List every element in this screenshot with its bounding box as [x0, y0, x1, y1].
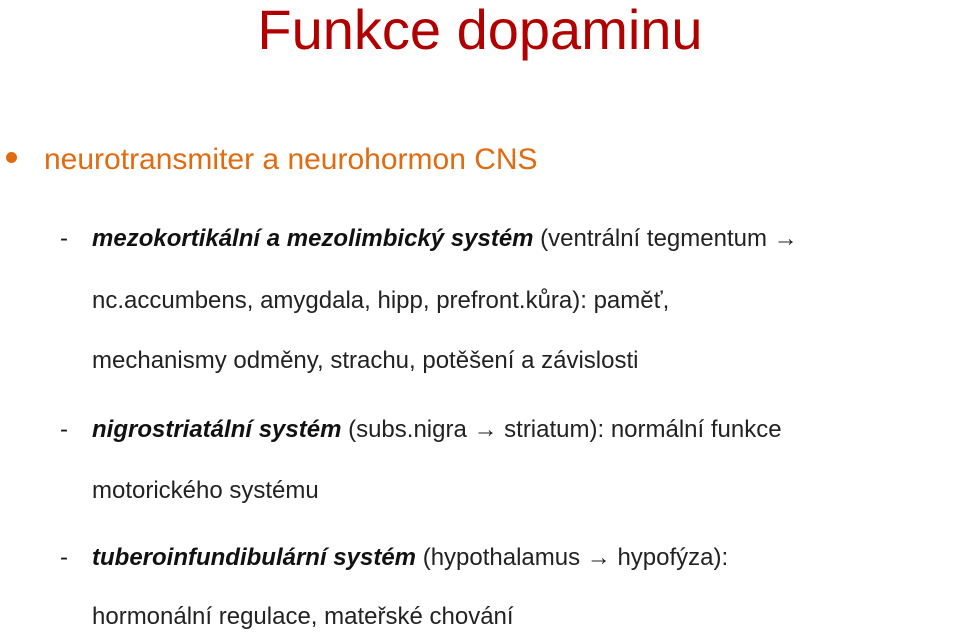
item-2-line-2: motorického systému [92, 477, 319, 504]
item-2-line-1-rest: (subs.nigra → striatum): normální funkce [341, 416, 782, 443]
item-1-term: mezokortikální a mezolimbický systém [92, 225, 534, 252]
item-3-dash: - [60, 544, 68, 571]
item-2-dash: - [60, 416, 68, 443]
item-1-line-1 [92, 222, 798, 256]
main-bullet [0, 138, 960, 186]
item-1-dash: - [60, 225, 68, 252]
item-3-line-1 [92, 541, 728, 575]
item-1-line-3: mechanismy odměny, strachu, potěšení a závislosti [92, 347, 639, 374]
item-2-line-1 [92, 413, 782, 447]
item-2-term: nigrostriatální systém [92, 416, 342, 443]
item-3-line-2: hormonální regulace, mateřské chování [92, 603, 514, 630]
item-1-line-2: nc.accumbens, amygdala, hipp, prefront.kůra): paměť, [92, 287, 670, 314]
item-3-term: tuberoinfundibulární systém [92, 544, 417, 571]
main-bullet-text: neurotransmiter a neurohormon CNS [44, 143, 538, 176]
slide-title: Funkce dopaminu [257, 0, 703, 61]
bullet-dot-icon [6, 152, 17, 163]
item-1-line-1-rest: (ventrální tegmentum → [533, 225, 798, 252]
item-3-line-1-rest: (hypothalamus → hypofýza): [416, 544, 729, 571]
